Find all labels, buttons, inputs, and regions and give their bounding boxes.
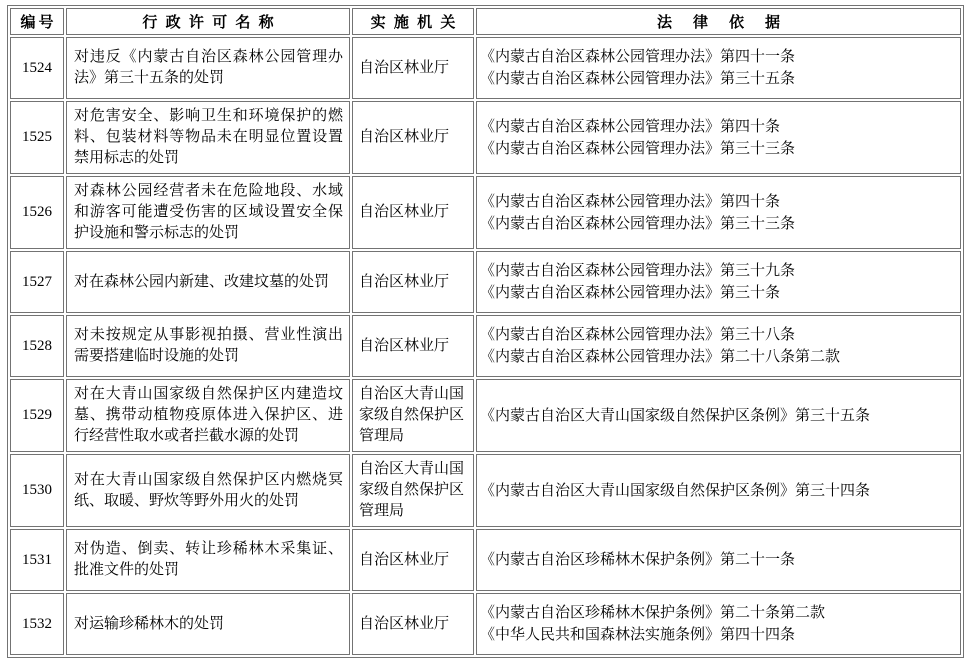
basis-line: 《内蒙古自治区森林公园管理办法》第三十八条 [480,327,796,343]
table-row [10,454,961,527]
basis-line: 《内蒙古自治区森林公园管理办法》第三十五条 [480,71,796,87]
table-container [7,5,964,658]
basis-line: 《内蒙古自治区森林公园管理办法》第二十八条第二款 [480,349,841,365]
header-basis: 法律依据 [476,8,961,35]
row-name: 对在森林公园内新建、改建坟墓的处罚 [66,251,350,313]
table-row [10,101,961,174]
basis-line: 《内蒙古自治区森林公园管理办法》第四十条 [480,193,781,210]
table-row [10,593,961,655]
table-row [10,379,961,452]
table-row [10,529,961,591]
row-id: 1525 [10,101,64,174]
header-name: 行政许可名称 [66,8,350,35]
row-basis [476,593,961,655]
header-agency: 实施机关 [352,8,474,35]
row-id: 1532 [10,593,64,655]
row-name: 对未按规定从事影视拍摄、营业性演出需要搭建临时设施的处罚 [66,315,350,377]
row-id: 1531 [10,529,64,591]
row-basis [476,379,961,452]
row-id: 1530 [10,454,64,527]
basis-line: 《内蒙古自治区珍稀林木保护条例》第二十一条 [480,552,796,568]
row-basis [476,176,961,249]
row-name: 对伪造、倒卖、转让珍稀林木采集证、批准文件的处罚 [66,529,350,591]
row-name: 对危害安全、影响卫生和环境保护的燃料、包装材料等物品未在明显位置设置禁用标志的处罚 [66,101,350,174]
row-agency: 自治区林业厅 [352,315,474,377]
row-agency: 自治区林业厅 [352,101,474,174]
basis-line: 《内蒙古自治区森林公园管理办法》第三十条 [480,285,781,301]
row-agency: 自治区林业厅 [352,176,474,249]
table-body [10,37,961,655]
row-id: 1524 [10,37,64,99]
row-basis [476,37,961,99]
row-name: 对违反《内蒙古自治区森林公园管理办法》第三十五条的处罚 [66,37,350,99]
license-table [7,5,964,658]
row-id: 1527 [10,251,64,313]
basis-line: 《内蒙古自治区珍稀林木保护条例》第二十条第二款 [480,605,826,621]
header-row [10,8,961,35]
table-row [10,176,961,249]
row-basis [476,454,961,527]
row-name: 对在大青山国家级自然保护区内建造坟墓、携带动植物疫原体进入保护区、进行经营性取水或者拦截水源的处罚 [66,379,350,452]
basis-line: 《内蒙古自治区森林公园管理办法》第三十三条 [480,140,796,157]
basis-line: 《内蒙古自治区大青山国家级自然保护区条例》第三十四条 [480,482,871,499]
row-agency: 自治区林业厅 [352,251,474,313]
row-basis [476,101,961,174]
table-row [10,251,961,313]
row-agency: 自治区林业厅 [352,529,474,591]
basis-line: 《内蒙古自治区森林公园管理办法》第四十一条 [480,49,796,65]
row-basis [476,251,961,313]
row-agency: 自治区林业厅 [352,37,474,99]
header-id: 编号 [10,8,64,35]
row-basis [476,529,961,591]
row-name: 对运输珍稀林木的处罚 [66,593,350,655]
row-basis [476,315,961,377]
basis-line: 《内蒙古自治区森林公园管理办法》第三十三条 [480,215,796,232]
row-id: 1528 [10,315,64,377]
table-row [10,37,961,99]
row-name: 对在大青山国家级自然保护区内燃烧冥纸、取暖、野炊等野外用火的处罚 [66,454,350,527]
basis-line: 《中华人民共和国森林法实施条例》第四十四条 [480,627,796,643]
row-agency: 自治区大青山国家级自然保护区管理局 [352,379,474,452]
row-id: 1529 [10,379,64,452]
basis-line: 《内蒙古自治区森林公园管理办法》第三十九条 [480,263,796,279]
row-name: 对森林公园经营者未在危险地段、水域和游客可能遭受伤害的区域设置安全保护设施和警示标志的处罚 [66,176,350,249]
table-row [10,315,961,377]
basis-line: 《内蒙古自治区大青山国家级自然保护区条例》第三十五条 [480,407,871,424]
row-id: 1526 [10,176,64,249]
row-agency: 自治区大青山国家级自然保护区管理局 [352,454,474,527]
basis-line: 《内蒙古自治区森林公园管理办法》第四十条 [480,118,781,135]
row-agency: 自治区林业厅 [352,593,474,655]
